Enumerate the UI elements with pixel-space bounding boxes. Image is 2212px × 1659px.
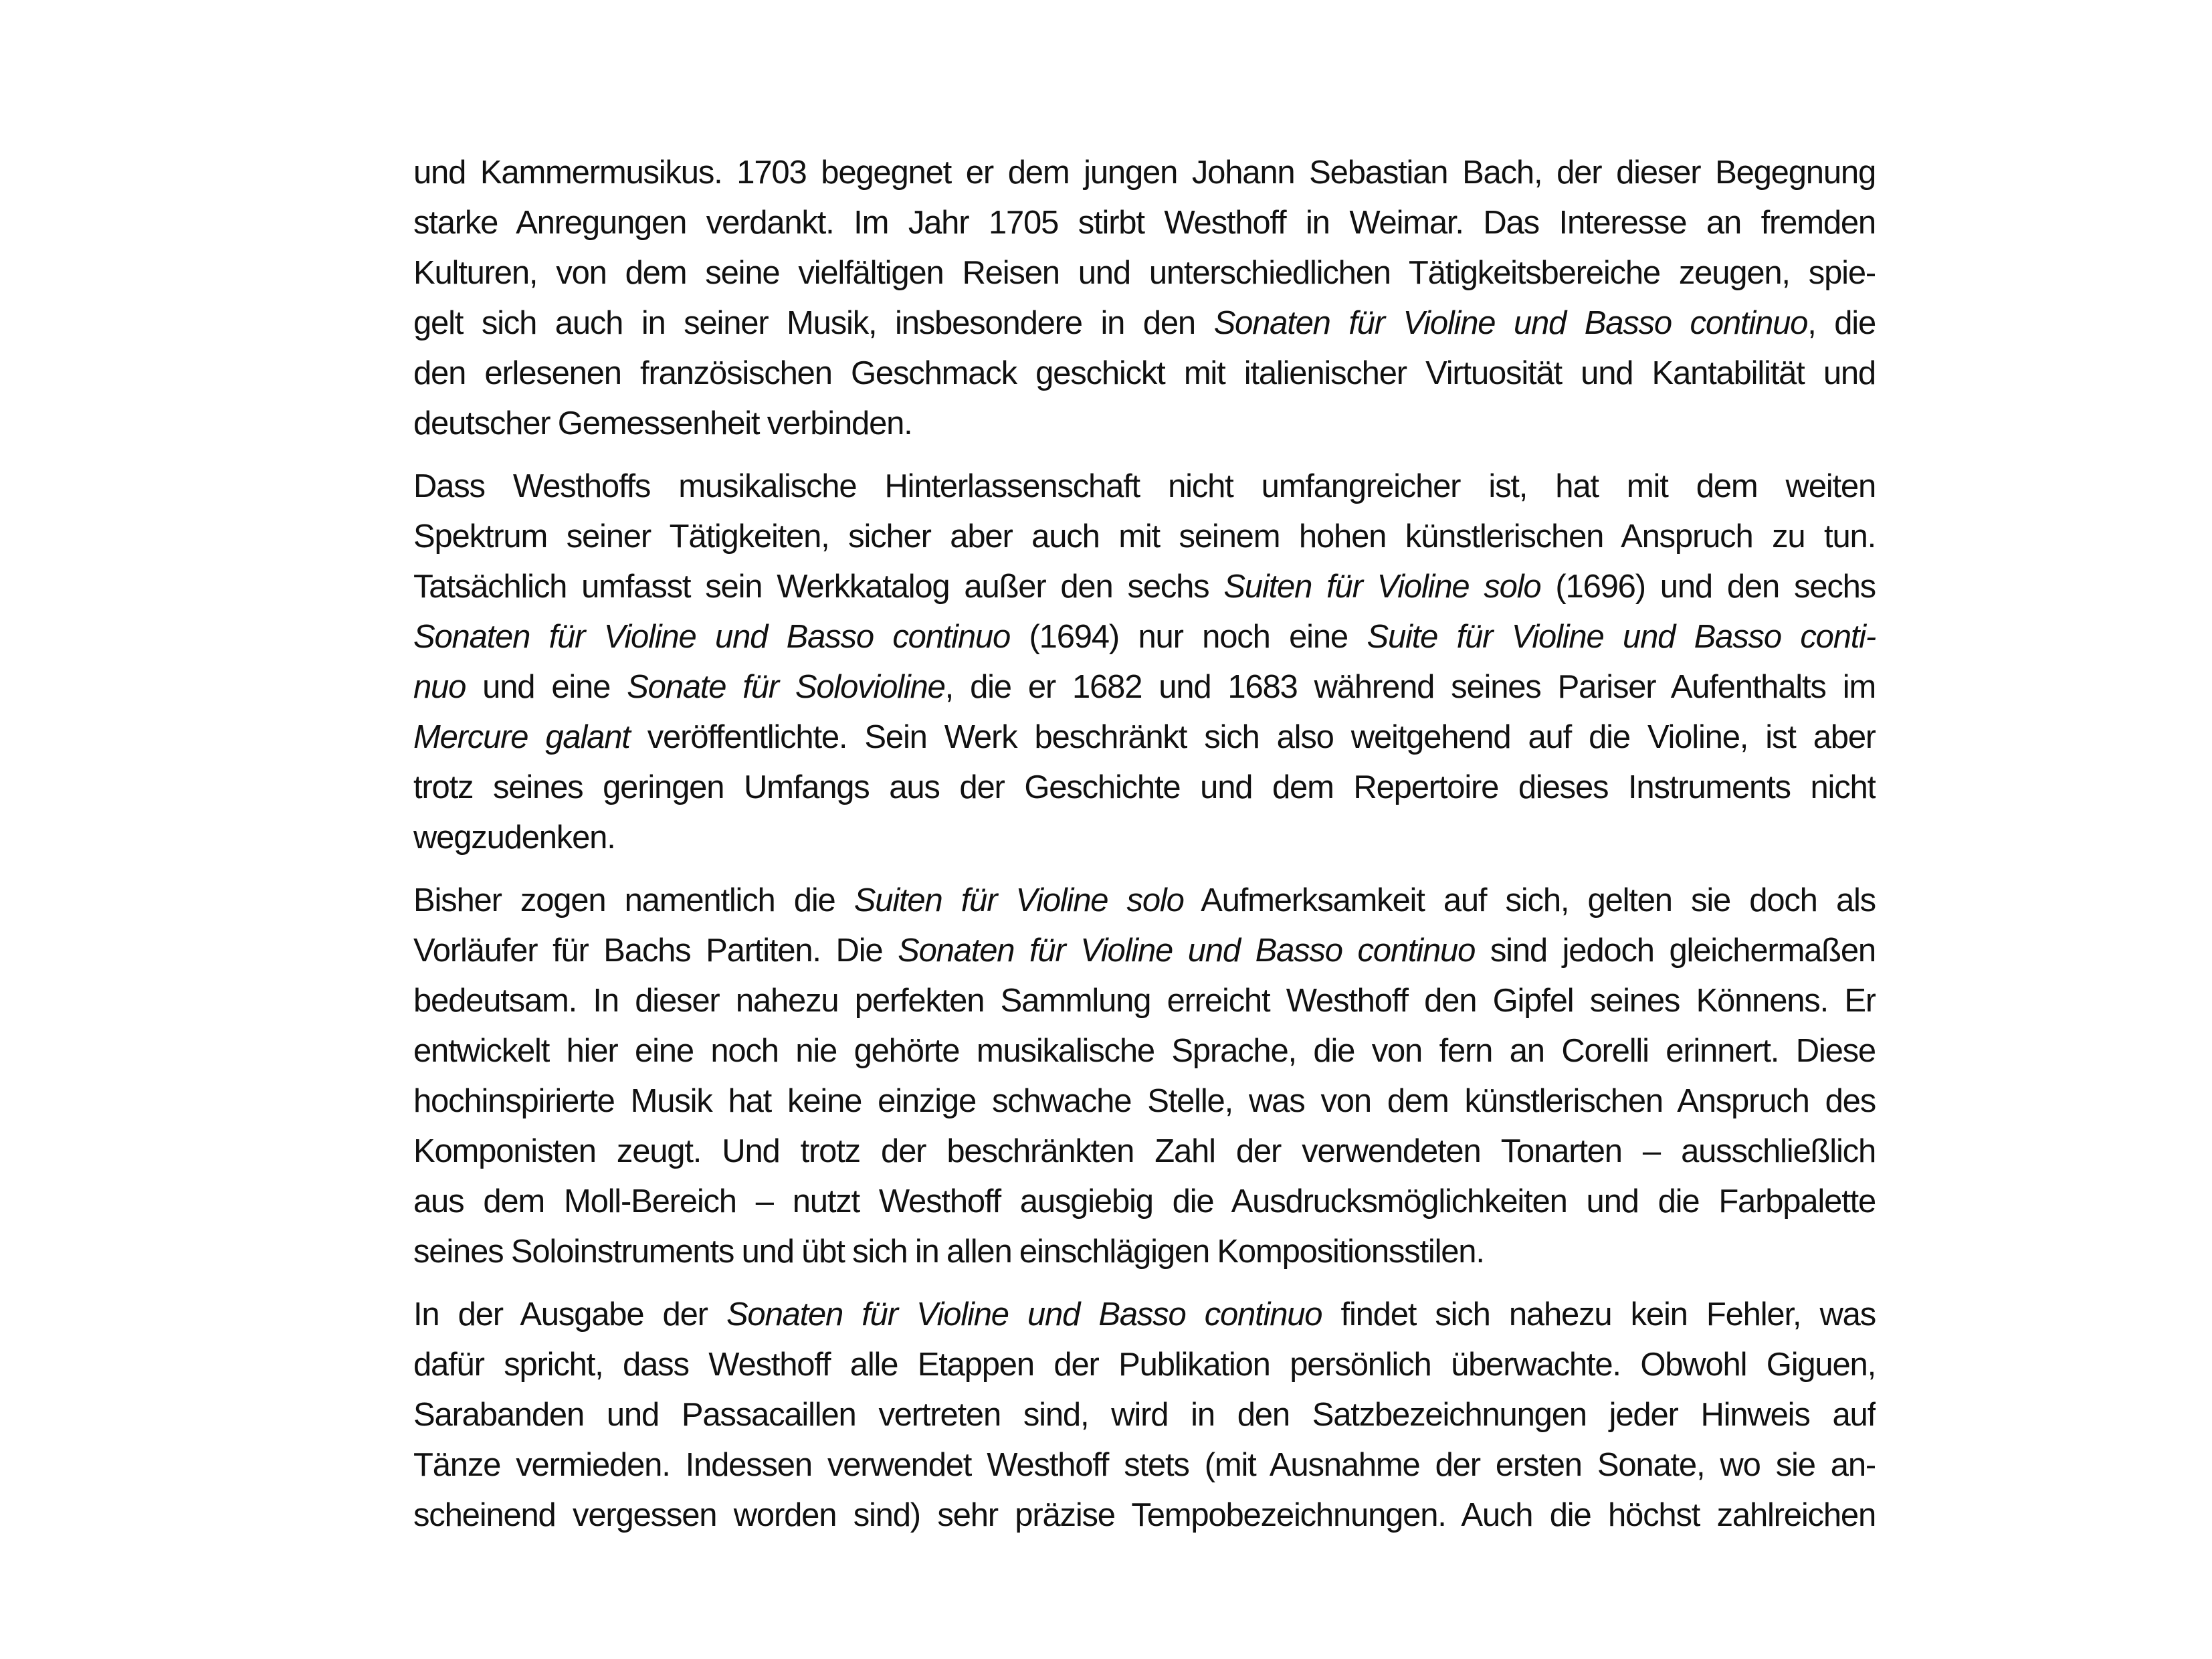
text-segment: gelt sich auch in seiner Musik, insbesondere in den xyxy=(413,305,1214,341)
text-segment: (1696) und den sechs xyxy=(1540,569,1876,605)
text-segment: Komponisten zeugt. Und trotz der beschränkten Zahl der verwendeten Tonarten – ausschließlich xyxy=(413,1133,1876,1169)
text-line xyxy=(413,1177,1876,1227)
text-line xyxy=(413,1490,1876,1541)
text-line xyxy=(413,976,1876,1026)
text-segment: starke Anregungen verdankt. Im Jahr 1705 stirbt Westhoff in Weimar. Das Interesse an fremden xyxy=(413,205,1876,241)
text-segment: dafür spricht, dass Westhoff alle Etappen der Publikation persönlich überwachte. Obwohl Giguen, xyxy=(413,1347,1876,1383)
italic-title: Sonaten für Violine und Basso continuo xyxy=(726,1296,1322,1333)
text-segment: seines Soloinstruments und übt sich in allen einschlägigen Kompositionsstilen. xyxy=(413,1234,1484,1270)
paragraph xyxy=(413,462,1876,863)
italic-title: Suiten für Violine solo xyxy=(853,882,1184,918)
text-line xyxy=(413,1076,1876,1127)
text-segment: trotz seines geringen Umfangs aus der Geschichte und dem Repertoire dieses Instruments nicht xyxy=(413,769,1876,805)
text-segment: und Kammermusikus. 1703 begegnet er dem jungen Johann Sebastian Bach, der dieser Begegnung xyxy=(413,155,1876,191)
italic-title: Mercure galant xyxy=(413,719,630,755)
text-line xyxy=(413,1026,1876,1076)
text-line xyxy=(413,248,1876,298)
text-segment: findet sich nahezu kein Fehler, was xyxy=(1322,1296,1876,1333)
text-line xyxy=(413,662,1876,712)
text-line xyxy=(413,1227,1876,1277)
text-segment: Vorläufer für Bachs Partiten. Die xyxy=(413,933,898,969)
text-line xyxy=(413,712,1876,763)
text-line xyxy=(413,462,1876,512)
text-segment: aus dem Moll-Bereich – nutzt Westhoff ausgiebig die Ausdrucksmöglichkeiten und die Farbpalette xyxy=(413,1183,1876,1219)
text-segment: entwickelt hier eine noch nie gehörte musikalische Sprache, die von fern an Corelli erinnert. Diese xyxy=(413,1033,1876,1069)
text-segment: scheinend vergessen worden sind) sehr präzise Tempobezeichnungen. Auch die höchst zahlreichen xyxy=(413,1497,1876,1533)
italic-title: Suiten für Violine solo xyxy=(1223,569,1541,605)
italic-title: Sonaten für Violine und Basso continuo xyxy=(1213,305,1808,341)
text-segment: In der Ausgabe der xyxy=(413,1296,726,1333)
text-segment: Tatsächlich umfasst sein Werkkatalog außer den sechs xyxy=(413,569,1224,605)
text-segment: wegzudenken. xyxy=(413,819,615,856)
text-segment: den erlesenen französischen Geschmack geschickt mit italienischer Virtuosität und Kantabilität und xyxy=(413,355,1876,391)
paragraph xyxy=(413,1290,1876,1541)
text-segment: Aufmerksamkeit auf sich, gelten sie doch als xyxy=(1183,882,1876,918)
text-line xyxy=(413,148,1876,198)
text-segment: Tänze vermieden. Indessen verwendet Westhoff stets (mit Ausnahme der ersten Sonate, wo sie an- xyxy=(413,1447,1876,1483)
body-text xyxy=(413,148,1876,1553)
text-line xyxy=(413,349,1876,399)
text-line xyxy=(413,926,1876,976)
text-line xyxy=(413,1440,1876,1490)
text-line xyxy=(413,612,1876,662)
text-line xyxy=(413,1290,1876,1340)
text-line xyxy=(413,399,1876,449)
text-segment: Spektrum seiner Tätigkeiten, sicher aber auch mit seinem hohen künstlerischen Anspruch zu tun. xyxy=(413,518,1876,555)
text-line xyxy=(413,198,1876,248)
text-segment: (1694) nur noch eine xyxy=(1010,619,1367,655)
text-segment: und eine xyxy=(466,669,627,705)
text-line xyxy=(413,562,1876,612)
paragraph xyxy=(413,876,1876,1277)
text-line xyxy=(413,763,1876,813)
text-line xyxy=(413,1340,1876,1390)
text-segment: veröffentlichte. Sein Werk beschränkt sich also weitgehend auf die Violine, ist aber xyxy=(629,719,1876,755)
text-line xyxy=(413,876,1876,926)
italic-title: Sonaten für Violine und Basso continuo xyxy=(898,933,1476,969)
text-line xyxy=(413,1390,1876,1440)
text-line xyxy=(413,298,1876,349)
text-line xyxy=(413,813,1876,863)
italic-title: nuo xyxy=(413,669,466,705)
italic-title: Suite für Violine und Basso conti- xyxy=(1367,619,1876,655)
text-segment: , die er 1682 und 1683 während seines Pariser Aufenthalts im xyxy=(944,669,1876,705)
text-line xyxy=(413,512,1876,562)
text-segment: Bisher zogen namentlich die xyxy=(413,882,854,918)
text-line xyxy=(413,1127,1876,1177)
paragraph xyxy=(413,148,1876,449)
italic-title: Sonate für Solovioline xyxy=(627,669,945,705)
text-segment: sind jedoch gleichermaßen xyxy=(1475,933,1876,969)
text-segment: , die xyxy=(1807,305,1876,341)
text-segment: deutscher Gemessenheit verbinden. xyxy=(413,405,912,442)
text-segment: Sarabanden und Passacaillen vertreten sind, wird in den Satzbezeichnungen jeder Hinweis auf xyxy=(413,1397,1876,1433)
italic-title: Sonaten für Violine und Basso continuo xyxy=(413,619,1011,655)
text-segment: hochinspirierte Musik hat keine einzige schwache Stelle, was von dem künstlerischen Anspruch des xyxy=(413,1083,1876,1119)
text-segment: bedeutsam. In dieser nahezu perfekten Sammlung erreicht Westhoff den Gipfel seines Könnens. Er xyxy=(413,983,1876,1019)
text-segment: Kulturen, von dem seine vielfältigen Reisen und unterschiedlichen Tätigkeitsbereiche zeugen, spie- xyxy=(413,255,1876,291)
text-segment: Dass Westhoffs musikalische Hinterlassenschaft nicht umfangreicher ist, hat mit dem weiten xyxy=(413,468,1876,504)
